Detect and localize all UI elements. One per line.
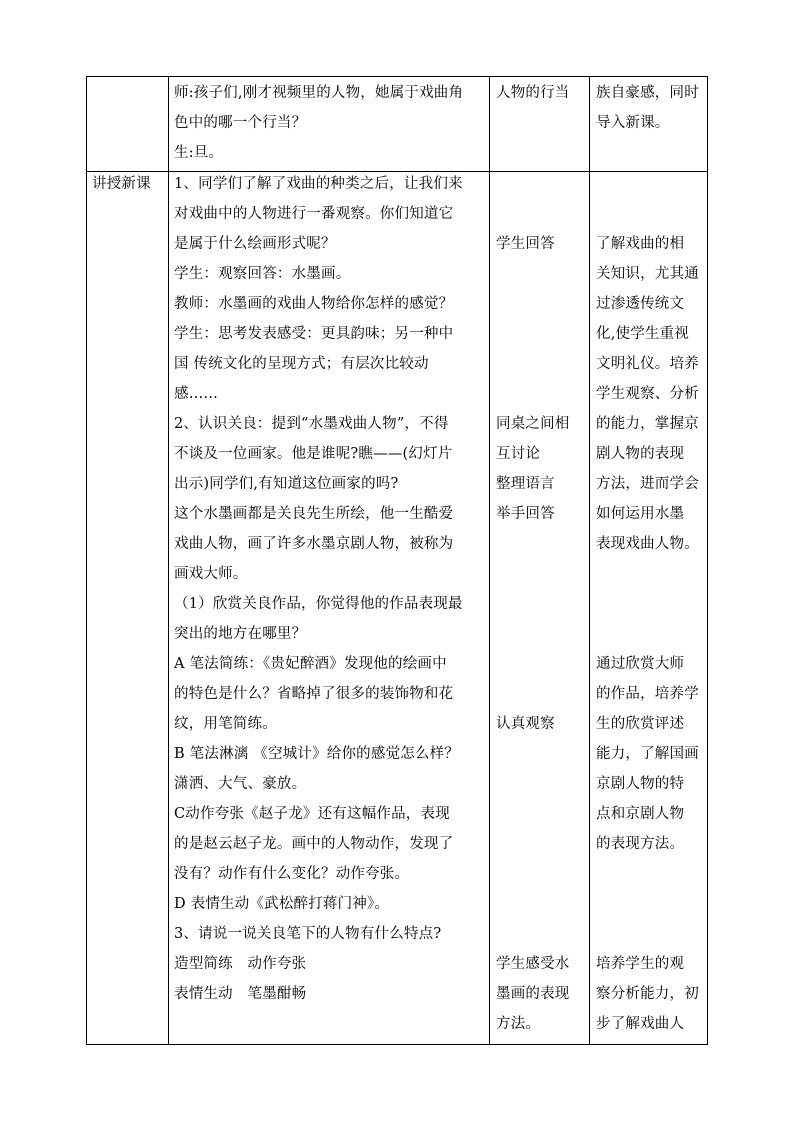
text-line: 认真观察 — [496, 716, 555, 732]
text-line: 族自豪感，同时 — [596, 85, 699, 101]
text-line: 是属于什么绘画形式呢？ — [174, 236, 336, 252]
text-line: 剧人物的表现 — [596, 446, 685, 462]
text-line: 文明礼仪。培养 — [596, 356, 699, 372]
text-line: 造型简练 动作夸张 — [174, 956, 307, 972]
teacher-activity-cell — [174, 169, 486, 1009]
text-line: 这个水墨画都是关良先生所绘，他一生酷爱 — [174, 506, 454, 522]
text-line: 人物的行当 — [496, 85, 570, 101]
text-line: 京剧人物的特 — [596, 776, 685, 792]
text-line: A 笔法简练：《贵妃醉酒》发现他的绘画中 — [174, 656, 447, 672]
text-line: 感…… — [174, 386, 219, 402]
text-line: 化,使学生重视 — [596, 326, 690, 342]
text-line: B 笔法淋漓 《空城计》给你的感觉怎么样？ — [174, 746, 460, 762]
lesson-plan-table — [86, 76, 708, 1045]
text-line: C动作夸张《赵子龙》还有这幅作品，表现 — [174, 806, 450, 822]
text-line: 突出的地方在哪里？ — [174, 626, 307, 642]
design-intent-cell — [596, 78, 706, 138]
text-line: 方法，进而学会 — [596, 476, 699, 492]
text-line: 了解戏曲的相 — [596, 236, 685, 252]
text-line: 整理语言 — [496, 476, 555, 492]
text-line: 互讨论 — [496, 446, 541, 462]
text-line: 墨画的表现 — [496, 986, 570, 1002]
text-line: 生的欣赏评述 — [596, 716, 685, 732]
text-line: 3、请说一说关良笔下的人物有什么特点? — [174, 926, 442, 942]
text-line: 学生回答 — [496, 236, 555, 252]
text-line: 点和京剧人物 — [596, 806, 685, 822]
section-cell: 讲授新课 — [92, 176, 151, 192]
text-line: 导入新课。 — [596, 115, 670, 131]
text-line: 师:孩子们,刚才视频里的人物，她属于戏曲角 — [174, 85, 464, 101]
text-line: 对戏曲中的人物进行一番观察。你们知道它 — [174, 206, 454, 222]
text-line: 色中的哪一个行当？ — [174, 115, 307, 131]
table-row-teaching — [86, 171, 708, 1045]
student-activity-cell — [496, 78, 588, 108]
text-line: 通过欣赏大师 — [596, 656, 685, 672]
table-row-intro — [86, 76, 708, 171]
text-line: 潇洒、大气、豪放。 — [174, 776, 307, 792]
text-line: 纹，用笔简练。 — [174, 716, 277, 732]
text-line: 出示)同学们,有知道这位画家的吗? — [174, 476, 399, 492]
text-line: 察分析能力，初 — [596, 986, 699, 1002]
text-line: 画戏大师。 — [174, 566, 248, 582]
text-line: 生:旦。 — [174, 145, 224, 161]
student-activity-cell — [496, 169, 588, 1039]
text-line: 表情生动 笔墨酣畅 — [174, 986, 307, 1002]
text-line: 的表现方法。 — [596, 836, 685, 852]
text-line: 教师：水墨画的戏曲人物给你怎样的感觉？ — [174, 296, 454, 312]
text-line: 的特色是什么？省略掉了很多的装饰物和花 — [174, 686, 454, 702]
text-line: 的作品，培养学 — [596, 686, 699, 702]
text-line: 2、认识关良：提到“水墨戏曲人物”，不得 — [174, 416, 449, 432]
text-line: 不谈及一位画家。他是谁呢?瞧——(幻灯片 — [174, 446, 453, 462]
text-line: 国 传统文化的呈现方式；有层次比较动 — [174, 356, 429, 372]
text-line: 培养学生的观 — [596, 956, 685, 972]
text-line: 学生观察、分析 — [596, 386, 699, 402]
text-line: 学生：思考发表感受：更具韵味；另一种中 — [174, 326, 454, 342]
text-line: 戏曲人物，画了许多水墨京剧人物，被称为 — [174, 536, 454, 552]
text-line: 表现戏曲人物。 — [596, 536, 699, 552]
text-line: 过渗透传统文 — [596, 296, 685, 312]
design-intent-cell — [596, 169, 706, 1039]
text-line: 学生感受水 — [496, 956, 570, 972]
text-line: 同桌之间相 — [496, 416, 570, 432]
text-line: 的是赵云赵子龙。画中的人物动作，发现了 — [174, 836, 454, 852]
text-line: 如何运用水墨 — [596, 506, 685, 522]
text-line: 1、同学们了解了戏曲的种类之后，让我们来 — [174, 176, 463, 192]
text-line: 没有？动作有什么变化？动作夸张。 — [174, 866, 410, 882]
teacher-activity-cell — [174, 78, 486, 168]
text-line: 举手回答 — [496, 506, 555, 522]
text-line: 关知识，尤其通 — [596, 266, 699, 282]
text-line: D 表情生动《武松醉打蒋门神》。 — [174, 896, 390, 912]
text-line: 方法。 — [496, 1016, 541, 1032]
text-line: 的能力，掌握京 — [596, 416, 699, 432]
text-line: （1）欣赏关良作品，你觉得他的作品表现最 — [174, 596, 463, 612]
text-line: 步了解戏曲人 — [596, 1016, 685, 1032]
text-line: 能力，了解国画 — [596, 746, 699, 762]
text-line: 学生：观察回答：水墨画。 — [174, 266, 351, 282]
